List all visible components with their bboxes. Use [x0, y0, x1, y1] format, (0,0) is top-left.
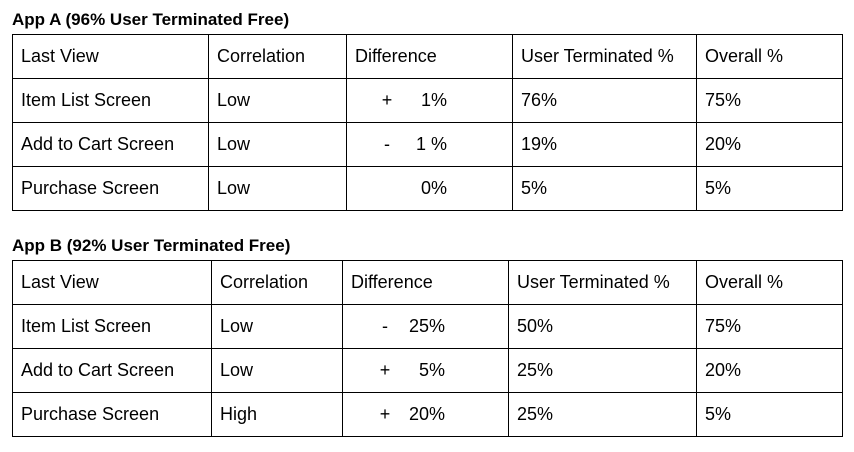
- table-header-row: [13, 261, 843, 305]
- table-row: [13, 123, 843, 167]
- overall-cell: 20%: [697, 349, 843, 393]
- correlation-cell: High: [212, 393, 343, 437]
- last-view-cell: Item List Screen: [13, 79, 209, 123]
- last-view-cell: Purchase Screen: [13, 393, 212, 437]
- difference-sign: +: [379, 360, 391, 380]
- header-overall: Overall %: [697, 35, 843, 79]
- header-user-terminated: User Terminated %: [513, 35, 697, 79]
- difference-value: 1%: [420, 90, 447, 110]
- last-view-cell: Purchase Screen: [13, 167, 209, 211]
- header-user-terminated: User Terminated %: [509, 261, 697, 305]
- correlation-cell: Low: [212, 349, 343, 393]
- overall-cell: 75%: [697, 305, 843, 349]
- overall-cell: 20%: [697, 123, 843, 167]
- user-terminated-cell: 25%: [509, 393, 697, 437]
- difference-cell: [343, 305, 509, 349]
- user-terminated-cell: 76%: [513, 79, 697, 123]
- user-terminated-cell: 19%: [513, 123, 697, 167]
- header-difference: Difference: [343, 261, 509, 305]
- header-last-view: Last View: [13, 35, 209, 79]
- app-a-table: [12, 34, 843, 211]
- header-correlation: Correlation: [209, 35, 347, 79]
- table-row: [13, 305, 843, 349]
- user-terminated-cell: 25%: [509, 349, 697, 393]
- difference-sign: -: [384, 134, 390, 154]
- user-terminated-cell: 5%: [513, 167, 697, 211]
- difference-cell: [347, 167, 513, 211]
- difference-value: 25%: [408, 316, 445, 336]
- header-correlation: Correlation: [212, 261, 343, 305]
- correlation-cell: Low: [209, 167, 347, 211]
- header-overall: Overall %: [697, 261, 843, 305]
- last-view-cell: Add to Cart Screen: [13, 123, 209, 167]
- difference-value: 0%: [420, 178, 447, 198]
- difference-cell: [343, 349, 509, 393]
- table-header-row: [13, 35, 843, 79]
- difference-value: 20%: [408, 404, 445, 424]
- last-view-cell: Item List Screen: [13, 305, 212, 349]
- table-row: [13, 393, 843, 437]
- difference-cell: [343, 393, 509, 437]
- difference-sign: +: [381, 90, 393, 110]
- app-a-title: App A (96% User Terminated Free): [12, 10, 290, 29]
- app-b-table: [12, 260, 843, 437]
- table-row: [13, 167, 843, 211]
- overall-cell: 75%: [697, 79, 843, 123]
- correlation-cell: Low: [209, 79, 347, 123]
- correlation-cell: Low: [212, 305, 343, 349]
- difference-value: 1 %: [415, 134, 447, 154]
- last-view-cell: Add to Cart Screen: [13, 349, 212, 393]
- table-row: [13, 79, 843, 123]
- overall-cell: 5%: [697, 167, 843, 211]
- correlation-cell: Low: [209, 123, 347, 167]
- difference-sign: -: [382, 316, 388, 336]
- difference-sign: +: [379, 404, 391, 424]
- header-difference: Difference: [347, 35, 513, 79]
- header-last-view: Last View: [13, 261, 212, 305]
- difference-value: 5%: [418, 360, 445, 380]
- overall-cell: 5%: [697, 393, 843, 437]
- table-row: [13, 349, 843, 393]
- difference-cell: [347, 123, 513, 167]
- user-terminated-cell: 50%: [509, 305, 697, 349]
- difference-cell: [347, 79, 513, 123]
- app-b-title: App B (92% User Terminated Free): [12, 236, 291, 255]
